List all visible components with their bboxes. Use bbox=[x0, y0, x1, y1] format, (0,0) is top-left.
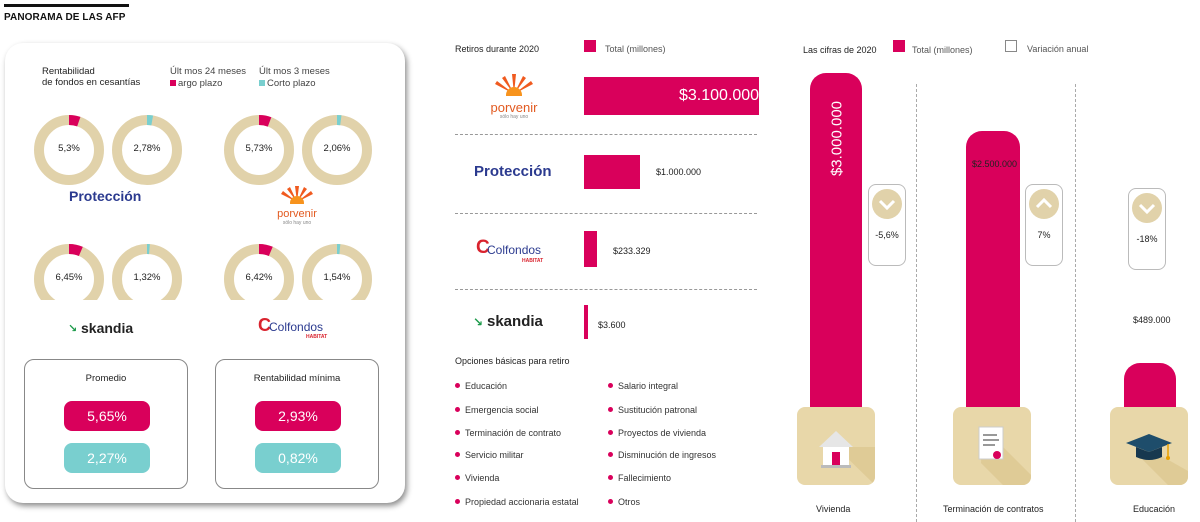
row-separator bbox=[455, 213, 757, 214]
skandia-arrow-icon: ↘ bbox=[473, 315, 484, 329]
cifras-category: Educación bbox=[1133, 504, 1176, 514]
opcion-item: Educación bbox=[455, 381, 507, 391]
retiros-skandia-logo bbox=[473, 313, 563, 333]
retiros-legend-swatch bbox=[584, 40, 596, 52]
cifras-bar-label-wrap bbox=[817, 90, 857, 190]
colfondos-sub: HABITAT bbox=[306, 334, 328, 340]
ring-value: 5,3% bbox=[58, 143, 80, 154]
promedio-title: Promedio bbox=[85, 373, 127, 384]
cifras-bar-label: $489.000 bbox=[1133, 315, 1171, 325]
cifras-legend-total-swatch bbox=[893, 40, 905, 52]
cifras-bar-label: $2.500.000 bbox=[972, 159, 1018, 169]
document-icon bbox=[953, 407, 1031, 485]
graduation-cap-icon-box bbox=[1110, 407, 1188, 485]
retiros-bar-colfondos bbox=[584, 231, 597, 267]
cifras-title: Las cifras de 2020 bbox=[803, 45, 877, 55]
cifras-category: Vivienda bbox=[816, 504, 851, 514]
retiros-skandia-wordmark: skandia bbox=[487, 313, 543, 330]
house-icon bbox=[797, 407, 875, 485]
colfondos-logo bbox=[258, 315, 338, 342]
porvenir-wordmark: porvenir bbox=[277, 208, 317, 220]
minima-box bbox=[215, 359, 379, 489]
proteccion-logo: Protección bbox=[69, 188, 142, 204]
variation-chip bbox=[1128, 188, 1166, 270]
chevron-down-icon bbox=[872, 189, 902, 219]
column-divider bbox=[1075, 84, 1076, 522]
minima-long-pill: 2,93% bbox=[255, 401, 341, 431]
ring-value: 6,45% bbox=[55, 272, 83, 283]
opciones-title: Opciones básicas para retiro bbox=[455, 356, 570, 366]
retiros-bar-label: $3.100.000 bbox=[679, 87, 760, 104]
chevron-down-icon bbox=[1132, 193, 1162, 223]
retiros-title: Retiros durante 2020 bbox=[455, 44, 540, 54]
retiros-legend-label: Total (millones) bbox=[605, 44, 666, 54]
variation-value: 7% bbox=[1037, 230, 1051, 240]
promedio-long-pill: 5,65% bbox=[64, 401, 150, 431]
legend-long-title: Últ mos 24 meses bbox=[170, 66, 247, 77]
cifras-legend-var-swatch bbox=[1005, 40, 1017, 52]
legend-long-label: argo plazo bbox=[178, 78, 223, 89]
colfondos-wordmark: Colfondos bbox=[269, 320, 324, 334]
ring-value: 5,73% bbox=[245, 143, 273, 154]
retiros-porvenir-tagline: sólo hay uno bbox=[499, 114, 529, 120]
colfondos-c-icon: C bbox=[476, 237, 490, 258]
opcion-item: Disminución de ingresos bbox=[608, 450, 716, 460]
opcion-item: Salario integral bbox=[608, 381, 678, 391]
retiros-bar-label: $3.600 bbox=[598, 320, 626, 330]
rentabilidad-title-line1: Rentabilidad bbox=[42, 66, 95, 77]
row-separator bbox=[455, 289, 757, 290]
opcion-item: Fallecimiento bbox=[608, 473, 671, 483]
retiros-colfondos-wordmark: Colfondos bbox=[487, 243, 542, 257]
variation-value: -18% bbox=[1136, 234, 1158, 244]
rentabilidad-title-line2: de fondos en cesantías bbox=[42, 77, 141, 88]
document-icon-box bbox=[953, 407, 1031, 485]
ring-value: 2,78% bbox=[133, 143, 161, 154]
retiros-proteccion-logo: Protección bbox=[474, 163, 552, 180]
variation-chip bbox=[1025, 184, 1063, 266]
promedio-box bbox=[24, 359, 188, 489]
retiros-colfondos-sub: HABITAT bbox=[522, 258, 544, 264]
sun-icon bbox=[484, 70, 544, 96]
opcion-item: Proyectos de vivienda bbox=[608, 428, 706, 438]
retiros-bar-skandia bbox=[584, 305, 588, 339]
house-icon-box bbox=[797, 407, 875, 485]
opcion-item: Emergencia social bbox=[455, 405, 539, 415]
sun-icon bbox=[272, 182, 322, 204]
skandia-wordmark: skandia bbox=[81, 320, 134, 336]
legend-short-title: Últ mos 3 meses bbox=[259, 66, 330, 77]
minima-short-pill: 0,82% bbox=[255, 443, 341, 473]
opcion-item: Terminación de contrato bbox=[455, 428, 561, 438]
row-separator bbox=[455, 134, 757, 135]
opcion-item: Servicio militar bbox=[455, 450, 524, 460]
retiros-colfondos-logo bbox=[476, 237, 556, 266]
porvenir-logo bbox=[272, 182, 322, 226]
ring-value: 1,54% bbox=[323, 272, 351, 283]
retiros-bar-label: $1.000.000 bbox=[656, 167, 702, 177]
minima-title: Rentabilidad mínima bbox=[253, 373, 341, 384]
retiros-bar-proteccion bbox=[584, 155, 640, 189]
colfondos-c-icon: C bbox=[258, 315, 271, 335]
page-title: PANORAMA DE LAS AFP bbox=[4, 12, 126, 23]
skandia-arrow-icon: ↘ bbox=[68, 323, 78, 335]
ring-value: 1,32% bbox=[133, 272, 161, 283]
legend-short-label: Corto plazo bbox=[267, 78, 316, 89]
cifras-legend-var: Variación anual bbox=[1027, 44, 1089, 54]
cifras-category: Terminación de contratos bbox=[943, 504, 1044, 514]
retiros-bar-label: $233.329 bbox=[613, 246, 651, 256]
ring-value: 2,06% bbox=[323, 143, 351, 154]
opcion-item: Propiedad accionaria estatal bbox=[455, 497, 579, 507]
cifras-legend-total: Total (millones) bbox=[912, 45, 973, 55]
skandia-logo bbox=[68, 320, 148, 338]
variation-chip bbox=[868, 184, 906, 266]
graduation-cap-icon bbox=[1110, 407, 1188, 485]
cifras-bar-terminacion bbox=[966, 131, 1020, 420]
variation-value: -5,6% bbox=[875, 230, 899, 240]
opcion-item: Sustitución patronal bbox=[608, 405, 697, 415]
ring-value: 6,42% bbox=[245, 272, 273, 283]
porvenir-tagline: sólo hay uno bbox=[282, 220, 312, 226]
retiros-porvenir-wordmark: porvenir bbox=[490, 100, 538, 115]
opcion-item: Otros bbox=[608, 497, 640, 507]
promedio-short-pill: 2,27% bbox=[64, 443, 150, 473]
cifras-bar-label: $3.000.000 bbox=[828, 100, 846, 177]
retiros-porvenir-logo bbox=[484, 70, 544, 122]
opcion-item: Vivienda bbox=[455, 473, 499, 483]
column-divider bbox=[916, 84, 917, 522]
chevron-up-icon bbox=[1029, 189, 1059, 219]
